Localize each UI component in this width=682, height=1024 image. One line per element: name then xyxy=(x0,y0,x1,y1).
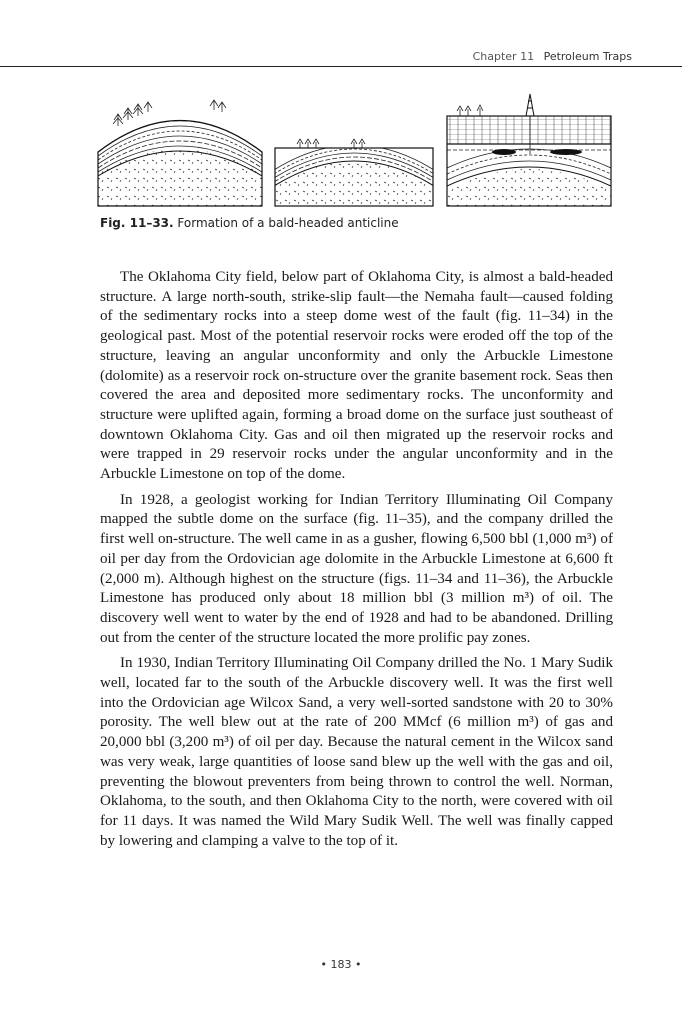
anticline-panel-folded xyxy=(96,94,264,206)
figure-label: Fig. 11–33. xyxy=(100,216,174,230)
anticline-panel-buried xyxy=(446,94,612,206)
body-text xyxy=(100,268,613,857)
paragraph-2: In 1928, a geologist working for Indian Territory Illuminating Oil Company mapped the subtle dome on the surface (fig. 11–35), and the company drilled the first well on-structure. The well came in as a gusher, flowing 6,500 bbl (1,000 m³) of oil per day from the Ordovician age dolomite in the Arbuckle Limestone at 6,600 ft (2,000 m). Although highest on the structure (figs. 11–34 and 11–36), the Arbuckle Limestone has produced only about 18 million bbl (3 million m³) of oil. The discovery well went to water by the end of 1928 and had to be abandoned. Drilling out from the center of the structure located the more prolific pay zones. xyxy=(100,491,613,646)
anticline-panel-eroded xyxy=(274,134,434,206)
chapter-title: Petroleum Traps xyxy=(543,50,632,63)
page-number: • 183 • xyxy=(320,958,362,971)
figure-11-33 xyxy=(96,94,614,212)
figure-caption-text: Formation of a bald-headed anticline xyxy=(177,216,399,230)
chapter-number: Chapter 11 xyxy=(472,50,535,63)
figure-caption xyxy=(100,216,620,230)
header-rule xyxy=(0,66,682,67)
running-header xyxy=(473,50,632,63)
paragraph-1: The Oklahoma City field, below part of Oklahoma City, is almost a bald-headed structure. A large north-south, strike-slip fault—the Nemaha fault—caused folding of the sedimentary rocks into a steep dome west of the fault (fig. 11–34) in the geological past. Most of the potential reservoir rocks were eroded off the top of the structure, leaving an angular unconformity and only the Arbuckle Limestone (dolomite) as a reservoir rock on-structure over the granite basement rock. Seas then covered the area and deposited more sedimentary rocks. The unconformity and structure were uplifted again, forming a broad dome on the surface just southeast of downtown Oklahoma City. Gas and oil then migrated up the reservoir rocks and were trapped in 29 reservoir rocks under the angular unconformity and in the Arbuckle Limestone on top of the dome. xyxy=(100,269,613,483)
paragraph-3: In 1930, Indian Territory Illuminating Oil Company drilled the No. 1 Mary Sudik well, located far to the south of the Arbuckle discovery well. It was the first well into the Ordovician age Wilcox Sand, a very well-sorted sandstone with 20 to 30% porosity. The well blew out at the rate of 200 MMcf (6 million m³) of gas and 20,000 bbl (3,200 m³) of oil per day. Because the natural cement in the Wilcox sand was very weak, large quantities of loose sand blew up the well with the gas and oil, preventing the blowout preventers from being thrown to control the well. Norman, Oklahoma, to the south, and then Oklahoma City to the north, were covered with oil for 11 days. It was named the Wild Mary Sudik Well. The well was finally capped by lowering and clamping a valve to the top of it. xyxy=(100,655,613,849)
